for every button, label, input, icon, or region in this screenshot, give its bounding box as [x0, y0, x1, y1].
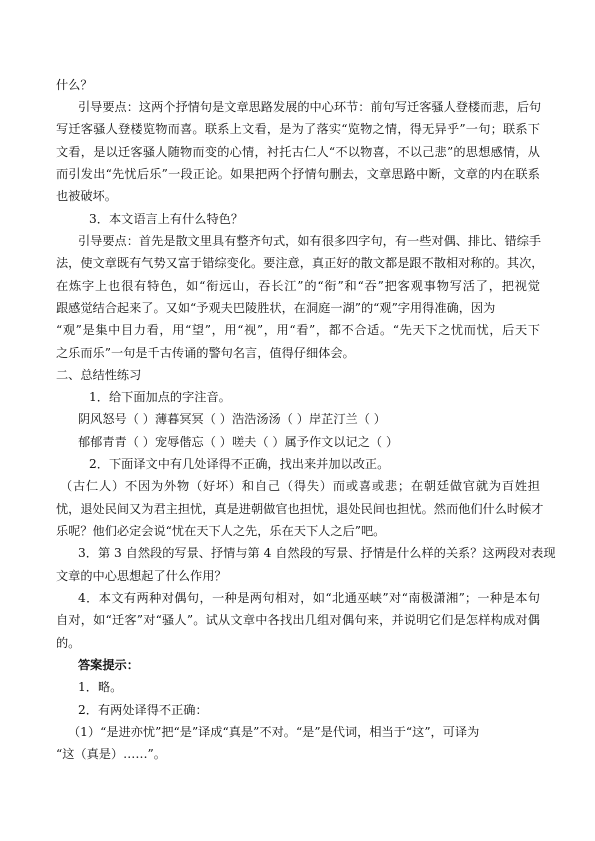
text-line: 之乐而乐”一句是千古传诵的警句名言，值得仔细体会。 [56, 346, 355, 360]
text-line: 文章的中心思想起了什么作用？ [56, 569, 227, 583]
pronunciation-items: 郁郁青青（ ）宠辱偕忘（ ）嗟夫（ ）属予作文以记之（ ） [78, 435, 399, 449]
text-line: 忧，退处民间又为君主担忧，真是进朝做官也担忧，退处民间也担忧。然而他们什么时候才 [56, 502, 544, 516]
text-line: “观”是集中目力看，用“望”，用“视”，用“看”，都不合适。“先天下之忧而忧，后天下 [56, 323, 540, 337]
exercise-2: 2．下面译文中有几处译得不正确，找出来并加以改正。 [89, 457, 390, 471]
answer-1: 1．略。 [78, 680, 123, 694]
text-line: 文看，是以迁客骚人随物而变的心情，衬托古仁人“不以物喜，不以己悲”的思想感情，从 [56, 145, 540, 159]
question-3: 3．本文语言上有什么特色？ [89, 212, 244, 226]
text-line: 而引发出“先忧后乐”一段正论。如果把两个抒情句删去，文章思路中断，文章的内在联系 [56, 167, 540, 181]
text-line: 乐呢？他们必定会说“忧在天下人之先，乐在天下人之后”吧。 [56, 524, 386, 538]
text-line: （1）“是进亦忧”把“是”译成“真是”不对。“是”是代词，相当于“这”，可译为 [68, 725, 480, 739]
text-line: 写迁客骚人登楼览物而喜。联系上文看，是为了落实“览物之情，得无异乎”一句；联系下 [56, 122, 540, 136]
text-line: 的。 [56, 636, 81, 650]
text-line: 引导要点：这两个抒情句是文章思路发展的中心环节：前句写迁客骚人登楼而悲，后句 [78, 100, 542, 114]
answer-2: 2．有两处译得不正确： [78, 703, 208, 717]
exercise-1: 1．给下面加点的字注音。 [89, 390, 231, 404]
exercise-4: 4．本文有两种对偶句，一种是两句相对，如“北通巫峡”对“南极潇湘”；一种是本句 [78, 591, 540, 605]
pronunciation-items: 阴风怒号（ ）薄暮冥冥（ ）浩浩汤汤（ ）岸芷汀兰（ ） [78, 412, 386, 426]
text-line: 也被破坏。 [56, 189, 117, 203]
text-line: 法，使文章既有气势又富于错综变化。要注意，真正好的散文都是跟不散相对称的。其次， [56, 256, 544, 270]
text-line: （古仁人）不因为外物（好坏）和自己（得失）而或喜或悲；在朝廷做官就为百姓担 [60, 479, 540, 493]
text-line: 什么？ [56, 78, 93, 92]
text-line: 跟感觉结合起来了。又如“予观夫巴陵胜状，在洞庭一湖”的“观”字用得准确，因为 [56, 301, 496, 315]
text-line: 引导要点：首先是散文里具有整齐句式，如有很多四字句，有一些对偶、排比、错综手 [78, 234, 542, 248]
text-line: 自对，如“迁客”对“骚人”。试从文章中各找出几组对偶句来，并说明它们是怎样构成对偶 [56, 613, 540, 627]
answer-heading: 答案提示： [78, 658, 139, 672]
text-line: 在炼字上也很有特色，如“衔远山，吞长江”的“衔”和“吞”把客观事物写活了，把视觉 [56, 279, 540, 293]
exercise-3: 3．第 3 自然段的写景、抒情与第 4 自然段的写景、抒情是什么样的关系？这两段对表现 [78, 546, 556, 560]
section-heading: 二、总结性练习 [56, 368, 142, 382]
text-line: “这（真是）……”。 [56, 747, 166, 761]
